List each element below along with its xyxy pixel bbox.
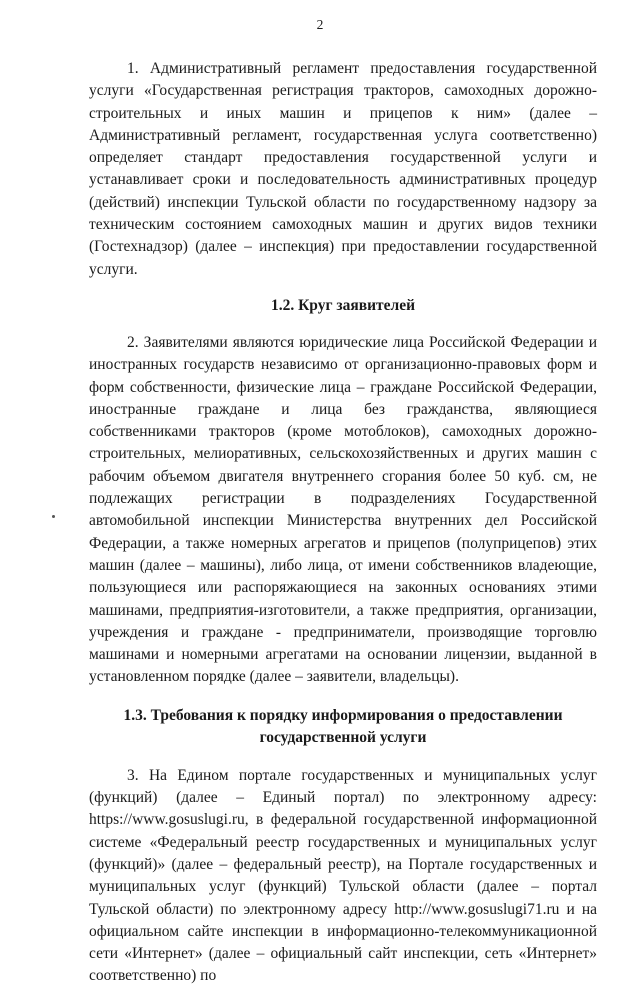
- section-heading-1-3-line-1: 1.3. Требования к порядку информирования о предоставлении: [123, 706, 563, 724]
- section-heading-1-2: 1.2. Круг заявителей: [270, 296, 416, 314]
- scan-artifact-dot: [52, 515, 55, 518]
- paragraph-1: 1. Административный регламент предоставления государственной услуги «Государственная регистрация тракторов, самоходных дорожно-строительных и иных машин и прицепов к ним» (далее – Административный регламент, государственная услуга соответственно) определяет стандарт предоставления государственной услуги и устанавливает сроки и последовательность административных процедур (действий) инспекции Тульской области по государственному надзору за техническим состоянием самоходных машин и других видов техники (Гостехнадзор) (далее – инспекция) при предоставлении государственной услуги.: [89, 60, 597, 278]
- section-heading-1-3-line-2: государственной услуги: [259, 728, 427, 746]
- section-heading-1-3: [89, 705, 597, 749]
- document-body: [89, 58, 597, 988]
- page-number: 2: [316, 17, 324, 32]
- paragraph-3: 3. На Едином портале государственных и муниципальных услуг (функций) (далее – Единый портал) по электронному адресу: https://www.gosuslugi.ru, в федеральной государственной информационной системе «Федеральный реестр государственных и муниципальных услуг (функций)» (далее – федеральный реестр), на Портале государственных и муниципальных услуг (функций) Тульской области (далее – портал Тульской области) по электронному адресу http://www.gosuslugi71.ru и на официальном сайте инспекции в информационно-телекоммуникационной сети «Интернет» (далее – официальный сайт инспекции, сеть «Интернет» соответственно) по: [89, 766, 597, 985]
- paragraph-2: 2. Заявителями являются юридические лица Российской Федерации и иностранных государств независимо от организационно-правовых форм и форм собственности, физические лица – граждане Российской Федерации, иностранные граждане и лица без гражданства, являющиеся собственниками тракторов (кроме мотоблоков), самоходных дорожно-строительных, мелиоративных, сельскохозяйственных и других машин с рабочим объемом двигателя внутреннего сгорания более 50 куб. см, не подлежащих регистрации в подразделениях Государственной автомобильной инспекции Министерства внутренних дел Российской Федерации, а также номерных агрегатов и прицепов (полуприцепов) этих машин (далее – машины), либо лица, от имени собственников владеющие, пользующиеся или распоряжающиеся на законных основаниях этими машинами, предприятия-изготовители, а также предприятия, организации, учреждения и граждане - предприниматели, производящие торговлю машинами и номерными агрегатами на основании лицензии, выданной в установленном порядке (далее – заявители, владельцы).: [89, 333, 597, 686]
